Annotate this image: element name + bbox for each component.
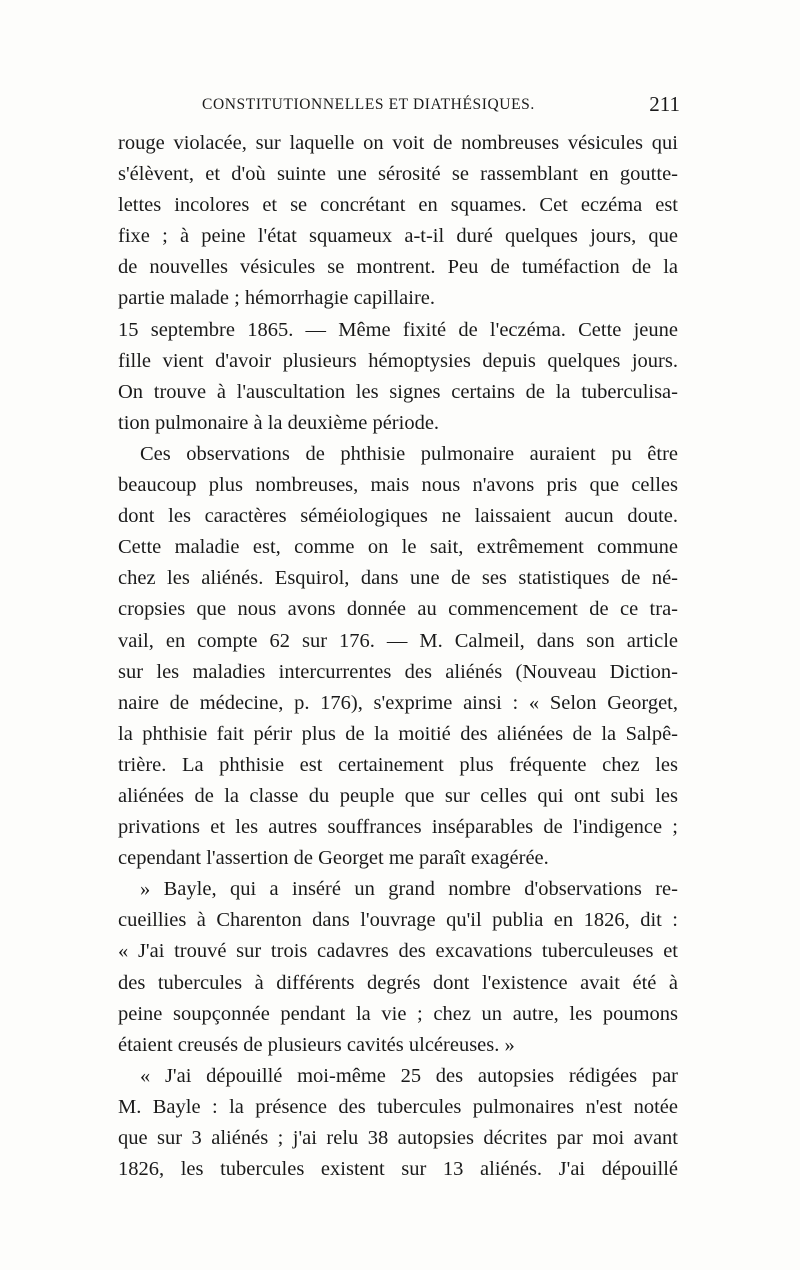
text-line: trière. La phthisie est certainement plus fréquente chez les (118, 753, 678, 776)
text-line: peine soupçonnée pendant la vie ; chez un autre, les poumons (118, 1002, 678, 1025)
text-line: étaient creusés de plusieurs cavités ulcéreuses. » (118, 1033, 515, 1056)
text-line: cropsies que nous avons donnée au commencement de ce tra- (118, 598, 678, 621)
text-line: » Bayle, qui a inséré un grand nombre d'observations re- (140, 878, 678, 901)
body-text (118, 128, 678, 1185)
text-line: 15 septembre 1865. — Même fixité de l'eczéma. Cette jeune (118, 318, 678, 341)
text-line: fixe ; à peine l'état squameux a-t-il duré quelques jours, que (118, 225, 678, 248)
text-line: M. Bayle : la présence des tubercules pulmonaires n'est notée (118, 1095, 678, 1118)
text-line: vail, en compte 62 sur 176. — M. Calmeil, dans son article (118, 629, 678, 652)
text-line: Cette maladie est, comme on le sait, extrêmement commune (118, 536, 678, 559)
text-line: naire de médecine, p. 176), s'exprime ainsi : « Selon Georget, (118, 691, 678, 714)
running-title: CONSTITUTIONNELLES ET DIATHÉSIQUES. (202, 96, 535, 113)
text-line: « J'ai dépouillé moi-même 25 des autopsies rédigées par (140, 1064, 678, 1087)
text-line: partie malade ; hémorrhagie capillaire. (118, 287, 436, 310)
text-line: cueillies à Charenton dans l'ouvrage qu'il publia en 1826, dit : (118, 909, 678, 932)
text-line: beaucoup plus nombreuses, mais nous n'avons pris que celles (118, 474, 678, 497)
text-line: Ces observations de phthisie pulmonaire auraient pu être (140, 442, 678, 465)
running-head (120, 92, 680, 122)
text-line: On trouve à l'auscultation les signes certains de la tuberculisa- (118, 380, 678, 403)
text-line: cependant l'assertion de Georget me paraît exagérée. (118, 847, 549, 870)
page-number: 211 (649, 92, 680, 116)
text-line: « J'ai trouvé sur trois cadavres des excavations tuberculeuses et (118, 940, 678, 963)
text-line: rouge violacée, sur laquelle on voit de nombreuses vésicules qui (118, 132, 678, 154)
text-line: de nouvelles vésicules se montrent. Peu de tuméfaction de la (118, 256, 678, 279)
text-line: aliénées de la classe du peuple que sur celles qui ont subi les (118, 784, 678, 807)
text-line: lettes incolores et se concrétant en squames. Cet eczéma est (118, 194, 678, 217)
text-line: sur les maladies intercurrentes des aliénés (Nouveau Diction- (118, 660, 678, 683)
text-line: s'élèvent, et d'où suinte une sérosité se rassemblant en goutte- (118, 163, 678, 186)
text-line: des tubercules à différents degrés dont l'existence avait été à (118, 971, 678, 994)
text-line: la phthisie fait périr plus de la moitié des aliénées de la Salpê- (118, 722, 678, 745)
text-line: dont les caractères séméiologiques ne laissaient aucun doute. (118, 505, 678, 528)
text-line: chez les aliénés. Esquirol, dans une de ses statistiques de né- (118, 567, 678, 590)
text-line: privations et les autres souffrances inséparables de l'indigence ; (118, 816, 678, 839)
text-line: 1826, les tubercules existent sur 13 aliénés. J'ai dépouillé (118, 1158, 678, 1181)
text-line: fille vient d'avoir plusieurs hémoptysies depuis quelques jours. (118, 349, 678, 372)
text-line: tion pulmonaire à la deuxième période. (118, 411, 440, 434)
text-line: que sur 3 aliénés ; j'ai relu 38 autopsies décrites par moi avant (118, 1127, 678, 1149)
